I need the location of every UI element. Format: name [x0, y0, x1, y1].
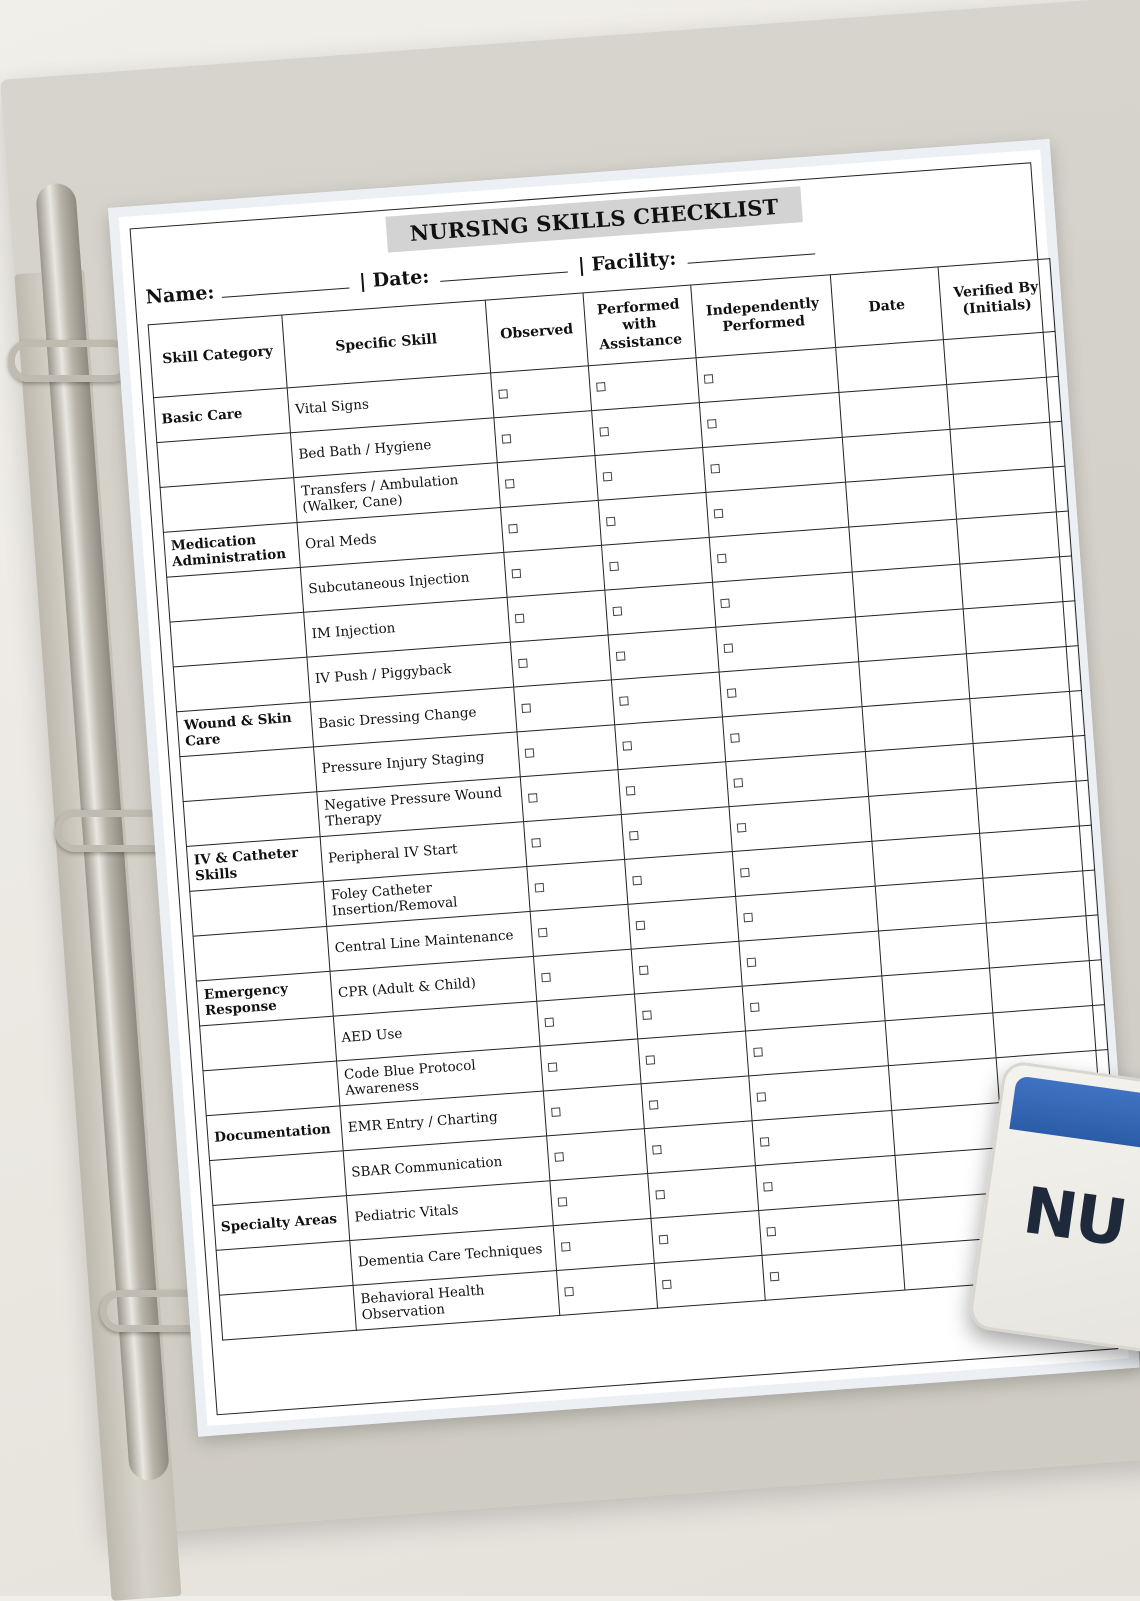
- assisted-checkbox[interactable]: [626, 786, 636, 796]
- specific-skill-cell: Peripheral IV Start: [320, 822, 527, 882]
- assisted-checkbox-cell: [592, 403, 703, 456]
- assisted-checkbox-cell: [641, 1076, 752, 1129]
- skill-category-cell: Basic Care: [154, 388, 291, 443]
- observed-checkbox[interactable]: [525, 748, 535, 758]
- specific-skill-cell: Bed Bath / Hygiene: [290, 418, 497, 478]
- observed-checkbox-cell: [497, 456, 598, 508]
- page-title: NURSING SKILLS CHECKLIST: [385, 186, 803, 252]
- assisted-checkbox[interactable]: [609, 561, 619, 571]
- skill-category-cell: Documentation: [206, 1106, 343, 1161]
- specific-skill-cell: Foley Catheter Insertion/Removal: [323, 867, 530, 927]
- independent-checkbox[interactable]: [730, 733, 740, 743]
- assisted-checkbox[interactable]: [642, 1010, 652, 1020]
- assisted-checkbox-cell: [605, 582, 716, 635]
- skill-category-cell: Medication Administration: [163, 522, 300, 577]
- independent-checkbox[interactable]: [750, 1002, 760, 1012]
- observed-checkbox-cell: [514, 680, 615, 732]
- assisted-checkbox-cell: [634, 986, 745, 1039]
- name-field[interactable]: [220, 272, 349, 298]
- observed-checkbox[interactable]: [538, 928, 548, 938]
- assisted-checkbox[interactable]: [662, 1280, 672, 1290]
- date-cell[interactable]: [862, 699, 973, 752]
- assisted-checkbox[interactable]: [606, 517, 616, 527]
- observed-checkbox[interactable]: [528, 793, 538, 803]
- date-cell[interactable]: [885, 1013, 996, 1066]
- assisted-checkbox-cell: [654, 1255, 765, 1308]
- assisted-checkbox-cell: [621, 807, 732, 860]
- observed-checkbox[interactable]: [558, 1197, 568, 1207]
- specific-skill-cell: AED Use: [333, 1001, 540, 1061]
- assisted-checkbox[interactable]: [603, 472, 613, 482]
- skill-category-cell: Wound & Skin Care: [177, 702, 314, 757]
- specific-skill-cell: Transfers / Ambulation (Walker, Cane): [294, 463, 501, 523]
- observed-checkbox[interactable]: [521, 703, 531, 713]
- observed-checkbox-cell: [537, 994, 638, 1046]
- assisted-checkbox[interactable]: [636, 921, 646, 931]
- date-cell[interactable]: [872, 833, 983, 886]
- facility-field[interactable]: [686, 237, 815, 263]
- skill-category-cell: IV & Catheter Skills: [186, 837, 323, 892]
- observed-checkbox[interactable]: [518, 658, 528, 668]
- observed-checkbox-cell: [557, 1263, 658, 1315]
- independent-checkbox[interactable]: [727, 688, 737, 698]
- independent-checkbox[interactable]: [720, 598, 730, 608]
- sheet-border: [130, 162, 1119, 1415]
- assisted-checkbox[interactable]: [652, 1145, 662, 1155]
- observed-checkbox[interactable]: [535, 883, 545, 893]
- independent-checkbox-cell: [762, 1245, 905, 1300]
- observed-checkbox[interactable]: [541, 973, 551, 983]
- assisted-checkbox[interactable]: [649, 1100, 659, 1110]
- observed-checkbox[interactable]: [564, 1287, 574, 1297]
- assisted-checkbox-cell: [631, 941, 742, 994]
- specific-skill-cell: Behavioral Health Observation: [353, 1271, 560, 1331]
- observed-checkbox[interactable]: [508, 524, 518, 534]
- independent-checkbox[interactable]: [737, 823, 747, 833]
- independent-checkbox[interactable]: [733, 778, 743, 788]
- assisted-checkbox[interactable]: [632, 876, 642, 886]
- independent-checkbox[interactable]: [743, 913, 753, 923]
- assisted-checkbox[interactable]: [622, 741, 632, 751]
- assisted-checkbox-cell: [638, 1031, 749, 1084]
- specific-skill-cell: Vital Signs: [287, 373, 494, 433]
- independent-checkbox[interactable]: [770, 1272, 780, 1282]
- date-cell[interactable]: [839, 385, 950, 438]
- specific-skill-cell: Code Blue Protocol Awareness: [337, 1046, 544, 1106]
- assisted-checkbox[interactable]: [596, 382, 606, 392]
- specific-skill-cell: Dementia Care Techniques: [350, 1226, 557, 1286]
- assisted-checkbox-cell: [588, 358, 699, 411]
- observed-checkbox-cell: [500, 500, 601, 552]
- observed-checkbox-cell: [550, 1174, 651, 1226]
- header-verified-by: Verified By (Initials): [938, 259, 1055, 340]
- assisted-checkbox-cell: [648, 1166, 759, 1219]
- observed-checkbox[interactable]: [515, 614, 525, 624]
- header-independently-performed: Independently Performed: [691, 275, 836, 358]
- independent-checkbox[interactable]: [766, 1227, 776, 1237]
- assisted-checkbox[interactable]: [616, 651, 626, 661]
- specific-skill-cell: Pressure Injury Staging: [314, 732, 521, 792]
- date-cell[interactable]: [852, 564, 963, 617]
- assisted-checkbox-cell: [644, 1121, 755, 1174]
- observed-checkbox-cell: [547, 1129, 648, 1181]
- observed-checkbox-cell: [520, 770, 621, 822]
- observed-checkbox-cell: [527, 859, 628, 911]
- date-cell[interactable]: [842, 429, 953, 482]
- specific-skill-cell: IM Injection: [304, 597, 511, 657]
- header-skill-category: Skill Category: [148, 315, 287, 398]
- date-cell[interactable]: [892, 1103, 1003, 1156]
- observed-checkbox-cell: [533, 949, 634, 1001]
- independent-checkbox[interactable]: [757, 1092, 767, 1102]
- assisted-checkbox-cell: [615, 717, 726, 770]
- assisted-checkbox[interactable]: [629, 831, 639, 841]
- specific-skill-cell: Central Line Maintenance: [327, 911, 534, 971]
- date-cell[interactable]: [869, 788, 980, 841]
- specific-skill-cell: Pediatric Vitals: [346, 1181, 553, 1241]
- assisted-checkbox[interactable]: [659, 1235, 669, 1245]
- header-specific-skill: Specific Skill: [282, 300, 491, 388]
- header-date: Date: [830, 267, 943, 348]
- assisted-checkbox-cell: [651, 1211, 762, 1264]
- observed-checkbox[interactable]: [512, 569, 522, 579]
- assisted-checkbox[interactable]: [599, 427, 609, 437]
- name-label: Name:: [144, 281, 216, 309]
- observed-checkbox-cell: [553, 1218, 654, 1270]
- specific-skill-cell: Subcutaneous Injection: [300, 552, 507, 612]
- skills-table: [148, 258, 1125, 1341]
- assisted-checkbox[interactable]: [639, 965, 649, 975]
- header-observed: Observed: [485, 293, 588, 373]
- assisted-checkbox[interactable]: [655, 1190, 665, 1200]
- date-cell[interactable]: [846, 474, 957, 527]
- observed-checkbox[interactable]: [551, 1107, 561, 1117]
- independent-checkbox[interactable]: [740, 868, 750, 878]
- assisted-checkbox-cell: [611, 672, 722, 725]
- date-cell[interactable]: [865, 744, 976, 797]
- skill-category-cell: Specialty Areas: [213, 1196, 350, 1251]
- assisted-checkbox-cell: [602, 537, 713, 590]
- badge-blue-stripe: [1009, 1075, 1140, 1160]
- assisted-checkbox-cell: [628, 896, 739, 949]
- specific-skill-cell: CPR (Adult & Child): [330, 956, 537, 1016]
- independent-checkbox[interactable]: [704, 374, 714, 384]
- independent-checkbox[interactable]: [724, 643, 734, 653]
- independent-checkbox[interactable]: [707, 419, 717, 429]
- observed-checkbox-cell: [494, 411, 595, 463]
- skill-category-cell: Emergency Response: [196, 971, 333, 1026]
- assisted-checkbox[interactable]: [613, 606, 623, 616]
- observed-checkbox[interactable]: [545, 1017, 555, 1027]
- observed-checkbox-cell: [491, 366, 592, 418]
- observed-checkbox-cell: [543, 1084, 644, 1136]
- independent-checkbox[interactable]: [760, 1137, 770, 1147]
- assisted-checkbox-cell: [608, 627, 719, 680]
- binder-ring-top: [8, 340, 132, 382]
- observed-checkbox[interactable]: [502, 434, 512, 444]
- observed-checkbox[interactable]: [498, 389, 508, 399]
- independent-checkbox[interactable]: [747, 957, 757, 967]
- observed-checkbox-cell: [530, 904, 631, 956]
- specific-skill-cell: SBAR Communication: [343, 1136, 550, 1196]
- assisted-checkbox-cell: [598, 492, 709, 545]
- date-cell[interactable]: [859, 654, 970, 707]
- independent-checkbox[interactable]: [753, 1047, 763, 1057]
- observed-checkbox[interactable]: [561, 1242, 571, 1252]
- observed-checkbox-cell: [517, 725, 618, 777]
- date-cell[interactable]: [849, 519, 960, 572]
- specific-skill-cell: Negative Pressure Wound Therapy: [317, 777, 524, 837]
- assisted-checkbox[interactable]: [646, 1055, 656, 1065]
- specific-skill-cell: EMR Entry / Charting: [340, 1091, 547, 1151]
- date-cell[interactable]: [882, 968, 993, 1021]
- independent-checkbox[interactable]: [710, 464, 720, 474]
- header-performed-with-assistance: Performed with Assistance: [583, 285, 696, 366]
- specific-skill-cell: IV Push / Piggyback: [307, 642, 514, 702]
- specific-skill-cell: Basic Dressing Change: [310, 687, 517, 747]
- assisted-checkbox-cell: [625, 852, 736, 905]
- date-cell[interactable]: [879, 923, 990, 976]
- date-cell[interactable]: [875, 878, 986, 931]
- assisted-checkbox-cell: [595, 448, 706, 501]
- observed-checkbox[interactable]: [548, 1062, 558, 1072]
- date-cell[interactable]: [855, 609, 966, 662]
- observed-checkbox-cell: [504, 545, 605, 597]
- observed-checkbox[interactable]: [505, 479, 515, 489]
- observed-checkbox[interactable]: [531, 838, 541, 848]
- date-cell[interactable]: [836, 340, 947, 393]
- observed-checkbox-cell: [540, 1039, 641, 1091]
- independent-checkbox[interactable]: [714, 509, 724, 519]
- date-cell[interactable]: [888, 1058, 999, 1111]
- specific-skill-cell: Oral Meds: [297, 508, 504, 568]
- independent-checkbox[interactable]: [717, 554, 727, 564]
- observed-checkbox[interactable]: [554, 1152, 564, 1162]
- skill-category-cell: [219, 1285, 356, 1340]
- observed-checkbox-cell: [507, 590, 608, 642]
- assisted-checkbox[interactable]: [619, 696, 629, 706]
- observed-checkbox-cell: [524, 815, 625, 867]
- date-field[interactable]: [439, 256, 568, 282]
- observed-checkbox-cell: [510, 635, 611, 687]
- badge-text: NU: [1018, 1174, 1130, 1262]
- facility-label: | Facility:: [577, 247, 677, 277]
- independent-checkbox[interactable]: [763, 1182, 773, 1192]
- date-label: | Date:: [358, 265, 431, 293]
- assisted-checkbox-cell: [618, 762, 729, 815]
